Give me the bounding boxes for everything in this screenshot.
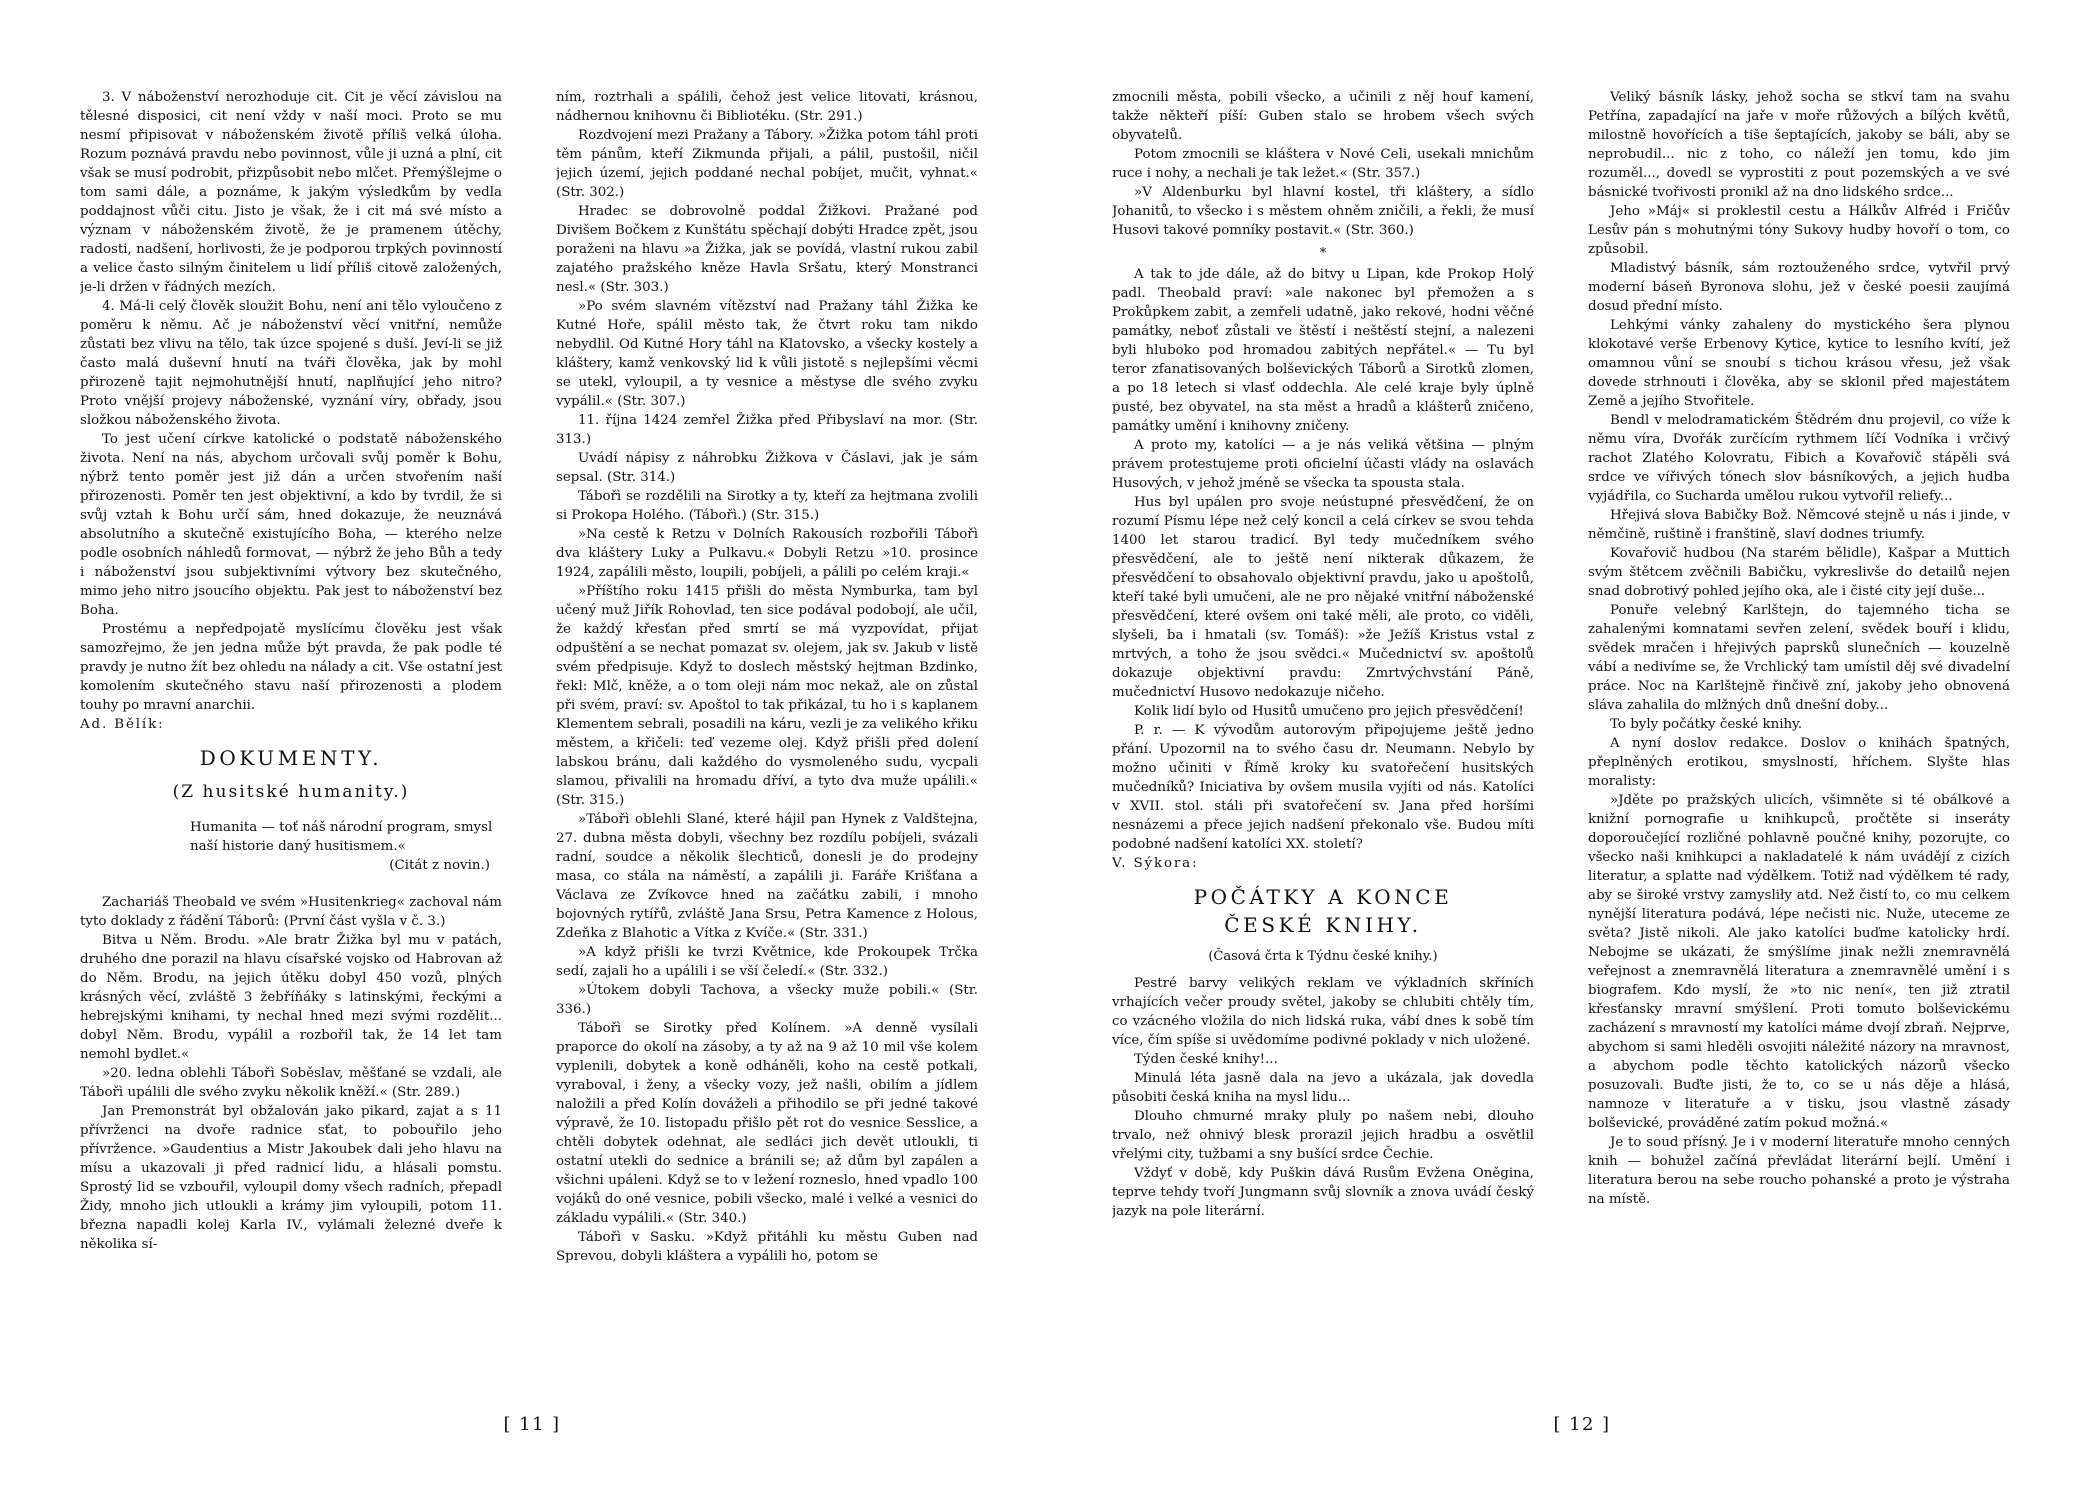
paragraph: ním, roztrhali a spálili, čehož jest velice litovati, krásnou, nádhernou knihovnu či Bibliotéku. (Str. 291.) (556, 90, 978, 124)
right-page-column-2 (1588, 88, 2010, 1428)
article-title-line-2: ČESKÉ KNIHY. (1224, 913, 1422, 937)
paragraph: »Po svém slavném vítězství nad Pražany táhl Žižka ke Kutné Hoře, spálil město tak, že čtvrt roku tam nikdo nebydlil. Od Kutné Hory táhl na Klatovsko, a všecky kostely a kláštery, kamž venkovský lid k vůli jistotě s nejlepšími věcmi se utekl, vyloupil, a ty vesnice a městyse dle svého zvyku vypálil.« (Str. 307.) (556, 299, 978, 409)
motto-citation: (Citát z novin.) (389, 858, 490, 873)
motto-text: Humanita — toť náš národní program, smysl naší historie daný husitismem.« (190, 820, 493, 854)
paragraph: »Jděte po pražských ulicích, všimněte si té obálkové a knižní pornografie u knihkupců, pročtěte si inseráty doporoučející rozličné pohlavně poučné knihy, pozorujte, co všecko naši knihkupci a nakladatelé k nám uvádějí z cizích literatur, a splatte nad výdělkem. Totiž nad výdělkem té rady, aby se široké vrstvy zamysliły atd. Než čistí to, co mu celkem nynější literatura podává, lépe nečisti nic. Nuže, uteceme ze světa? Jistě nikoli. Ale jako katolíci buďme katolicky hrdí. Nebojme se ukázati, že smýšlíme jinak nežli znemravnělá veřejnost a znemravnělá literatura a znemravnělé umění i s biografem. Kdo myslí, že »to nic není«, ten již ztratil křesťansky mravní smýšlení. Proti tomuto bolševickému zacházení s mravností my katolíci máme dvojí zbraň. Nejprve, abychom si sami hleděli osvojiti náležité názory na mravnost, a abychom podle těchto katolických názorů všecko posuzovali. Buďte jisti, že to, co se u nás děje a hlásá, namnoze v literatuře a v tisku, jsou vlastně zásady bolševické, prováděné zatím pokud možná.« (1588, 793, 2010, 1131)
paragraph: Zachariáš Theobald ve svém »Husitenkrieg« zachoval nám tyto doklady z řádění Táborů: (První část vyšla v č. 3.) (80, 895, 502, 929)
paragraph: 11. října 1424 zemřel Žižka před Přibyslaví na mor. (Str. 313.) (556, 413, 978, 447)
paragraph: Bendl v melodramatickém Štědrém dnu projevil, co víže k němu víra, Dvořák zurčícím rythmem líčí Vodníka i vrčivý rachot Zlatého Kolovratu, Fibich a Kovařovič stápěli svá srdce ve vířivých tónech slov básníkových, a jejich hudba vyjádřila, co Sucharda umělou rukou vytvořil reliefy... (1588, 413, 2010, 504)
paragraph: 4. Má-li celý člověk sloužit Bohu, není ani tělo vyloučeno z poměru k němu. Ač je náboženství věcí vnitřní, nemůže zůstati bez vlivu na tělo, tak úzce spojené s duší. Jeví-li se již často malá duševní hnutí na tváři člověka, jak by mohl přirozeně tajit nejmohutnější hnutí, naplňující jeho nitro? Proto vnější projevy náboženské, vyznání víry, obřady, jsou složkou náboženského života. (80, 299, 502, 428)
paragraph: Minulá léta jasně dala na jevo a ukázala, jak dovedla působiti česká kniha na mysl lidu... (1112, 1071, 1534, 1105)
page-number-right: [ 12 ] (1553, 1414, 1611, 1435)
paragraph: Hus byl upálen pro svoje neústupné přesvědčení, že on rozumí Písmu lépe než celý koncil a celá církev se svou tehda 1400 let starou tradicí. Byl tedy mučedníkem svého přesvědčení, ale to ještě není nikterak důkazem, že přesvědčení to obsahovalo objektivní pravdu, jako u apoštolů, kteří také byli umučeni, ale ne pro nějaké vnitřní náboženské přesvědčení, které ovšem oni také měli, ale proto, co viděli, slyšeli, ba i hmatali (sv. Tomáš): »že Ježíš Kristus vstal z mrtvých, a toho že jsou svědci.« Mučednictví sv. apoštolů dokazuje objektivní pravdu: Zmrtvýchvstání Páně, mučednictví Husovo nedokazuje ničeho. (1112, 495, 1534, 700)
paragraph: Kolik lidí bylo od Husitů umučeno pro jejich přesvědčení! (1134, 704, 1524, 719)
paragraph: To byly počátky české knihy. (1610, 717, 1803, 732)
paragraph: Tábořì se Sirotky před Kolínem. »A denně vysílali praporce do okolí na zásoby, a ty až na 9 až 10 mil vše kolem vyplenili, dobytek a koně odháněli, koho na cestě potkali, vyraboval, i ženy, a všecky vozy, jež našli, obilím a jídlem naložili a před Kolín dováželi a přihodilo se při jedné takové výpravě, že 10. listopadu přišlo pět rot do vesnice Sesslice, a chtěli dobytek odehnat, ale sedláci jich devět utloukli, ti ostatní utekli do sednice a bránili se; až dům byl zapálen a všichni upáleni. Když se to v ležení rozneslo, hned vpadlo 100 vojáků do oné vesnice, pobili všecko, malé i velké a vesnici do základu vypálili.« (Str. 340.) (556, 1021, 978, 1226)
paragraph: A nyní doslov redakce. Doslov o knihách špatných, přeplněných erotikou, smyslností, hříchem. Slyšte hlas moralisty: (1588, 736, 2010, 789)
paragraph: Bitva u Něm. Brodu. »Ale bratr Žižka byl mu v patách, druhého dne porazil na hlavu císařské vojsko od Habrovan až do Něm. Brodu, na jejich útěku dobyl 450 vozů, plných krásných věcí, zvláště 3 žebříňáky s latinskými, řeckými a hebrejskými knihami, ty nechal hned mezi svými rozdělit... dobyl Něm. Brodu, vypálil a rozbořil tak, že 14 let tam nemohl bydlet.« (80, 933, 502, 1062)
paragraph: A tak to jde dále, až do bitvy u Lipan, kde Prokop Holý padl. Theobald praví: »ale nakonec byl přemožen a s Prokůpkem zabit, a zemřeli udatně, jako rekové, hodni věčné památky, neboť zůstali ve štěstí i neštěstí stejní, a nalezeni byli hluboko pod hromadou zabitých nepřátel.« — Tu byl teror zfanatisovaných bolševických Táborů a Sirotků zlomen, a po 18 letech si vlasť oddechla. Ale celé kraje byly úplně pusté, bez obyvatel, na sta měst a hradů a klášterů zničeno, památky umění i knihovny zničeny. (1112, 267, 1534, 434)
paragraph: Tábořì v Sasku. »Když přitáhli ku městu Guben nad Sprevou, dobyli kláštera a vypálili ho, potom se (556, 1230, 978, 1264)
paragraph: Mladistvý básník, sám roztouženého srdce, vytvřil prvý moderní báseň Byronova slohu, jež v české poesii zaujímá dosud přední místo. (1588, 261, 2010, 314)
article-author: Ad. Bělík: (80, 717, 165, 732)
paragraph: »Útokem dobyli Tachova, a všecky muže pobili.« (Str. 336.) (556, 983, 978, 1017)
paragraph: Potom zmocnili se kláštera v Nové Celi, usekali mnichům ruce i nohy, a nechali je tak ležet.« (Str. 357.) (1112, 147, 1534, 181)
paragraph: Kovařovič hudbou (Na starém bělidle), Kašpar a Muttich svým štětcem zvěčnili Babičku, vykreslivše do detailů nejen snad dobrotivý pohled jejího oka, ale i čisté city její duše... (1588, 546, 2010, 599)
section-divider: * (1319, 246, 1327, 261)
paragraph: Veliký básník lásky, jehož socha se stkví tam na svahu Petřína, zapadající na jaře v moře růžových a bílých květů, milostně hovořících a tiše šeptajících, jakoby se báli, aby se neprobudil... nic z toho, co náleží jen tomu, kdo jim rozuměl..., dovedl se vyprostiti z pout pozemských a ve své básnické tvořivosti pronikl až na dno lidského srdce... (1588, 90, 2010, 200)
paragraph: P. r. — K vývodům autorovým připojujeme ještě jedno přání. Upozornil na to svého času dr. Neumann. Nebylo by možno učiniti v Římě kroky ku svatořečení husitských mučedníků? Iniciativa by ovšem musila vyjíti od nás. Katolíci v XVII. stol. stáli při svatořečení sv. Jana před horšími nesnázemi a přece jejich nadšení překonalo vše. Budou míti podobné nadšení katolíci XX. století? (1112, 723, 1534, 852)
page-number-left: [ 11 ] (503, 1414, 561, 1435)
paragraph: To jest učení církve katolické o podstatě náboženského života. Není na nás, abychom určovali svůj poměr k Bohu, nýbrž tento poměr jest již dán a určen stvořením naší přirozenosti. Poměr ten jest objektivní, a kdo by tvrdil, že si svůj vztah k Bohu určí sám, hned dokazuje, že neuznává absolutního a skutečně existujícího Boha, — kterého nelze podle osobních náhledů formovat, — nýbrž že jeho Bůh a tedy i náboženství jsou subjektivními výtvory bez skutečného, mimo jeho nitro jsoucího objektu. Pak jest to náboženství bez Boha. (80, 432, 502, 618)
article-subtitle: (Časová črta k Týdnu české knihy.) (1208, 949, 1438, 964)
article-subtitle: (Z husitské humanity.) (172, 782, 410, 802)
paragraph: Uvádí nápisy z náhrobku Žižkova v Čáslavi, jak je sám sepsal. (Str. 314.) (556, 451, 978, 485)
paragraph: Vždyť v době, kdy Puškin dává Rusům Evžena Oněgina, teprve tehdy tvoří Jungmann svůj slovník a znova uvádí český jazyk na pole literární. (1112, 1166, 1534, 1219)
paragraph: Jeho »Máj« si proklestil cestu a Hálkův Alfréd i Fričův Lesův pán s mohutnými tóny Sukovy hudby hovoří o tom, co způsobil. (1588, 204, 2010, 257)
paragraph: Jan Premonstrát byl obžalován jako pikard, zajat a s 11 přívrženci na dvoře radnice sťat, to pobouřilo jeho přívržence. »Gaudentius a Mistr Jakoubek dali jeho hlavu na mísu a ukazovali ji před radnicí lidu, a hlásali pomstu. Sprostý lid se vzbouřil, vyloupil domy všech radních, přepadl Židy, mnoho jich utloukli a krámy jim vyloupili, potom 11. března napadli kolej Karla IV., vylámali železné dveře k několika sí- (80, 1104, 502, 1252)
paragraph: »V Aldenburku byl hlavní kostel, tři kláštery, a sídlo Johanitů, to všecko i s městem ohněm zničili, a řekli, že musí Husovi takové pomníky postavit.« (Str. 360.) (1112, 185, 1534, 238)
left-page (80, 88, 990, 1448)
left-page-column-2 (556, 88, 978, 1428)
article-author: V. Sýkora: (1112, 856, 1199, 871)
paragraph: Lehkými vánky zahaleny do mystického šera plynou klokotavé verše Erbenovy Kytice, kytice to lesního kvítí, jež omamnou vůní se snoubí s tichou krásou vřesu, jež však dovede strhnouti i člověka, aby se sklonil před majestátem Země a jejího Stvořitele. (1588, 318, 2010, 409)
paragraph: Dlouho chmurné mraky pluly po našem nebi, dlouho trvalo, než ohnivý blesk prorazil jejich hradbu a osvětlil vřelými city, tužbami a sny bušící srdce Čechie. (1112, 1109, 1534, 1162)
paragraph: Pestré barvy velikých reklam ve výkladních skříních vrhajících večer proudy světel, jakoby se chlubiti chtěly tím, co vzácného vložila do nich lidská ruka, vábí dnes k sobě tím více, čím spíše si uvědomíme podivné poklady v nich uložené. (1112, 976, 1534, 1048)
paragraph: Hradec se dobrovolně poddal Žižkovi. Pražané pod Divišem Bočkem z Kunštátu spěchají dobýti Hradce zpět, jsou poraženi na hlavu »a Žižka, jak se povídá, vlastní rukou zabil zajatého pražského kněze Havla Sršatu, který Monstranci nesl.« (Str. 303.) (556, 204, 978, 295)
right-page-column-1 (1112, 88, 1534, 1428)
paragraph: »Tábořì oblehli Slané, které hájil pan Hynek z Valdštejna, 27. dubna města dobyli, všechny bez rozdílu pobíjeli, svázali radní, soudce a několik šlechticů, donesli je do prodejny masa, co stála na náměstí, a zapálili ji. Faráře Krišťana a Václava ze Zvíkovce hned na začátku zabili, i mnoho bojovných rytířů, zvláště Jana Srsu, Petra Kamence z Holous, Zdeňka z Blahotic a Vítka z Kvíče.« (Str. 331.) (556, 812, 978, 941)
paragraph: Tábořì se rozdělili na Sirotky a ty, kteří za hejtmana zvolili si Prokopa Holého. (Tábořì.) (Str. 315.) (556, 489, 978, 523)
left-page-column-1 (80, 88, 502, 1428)
paragraph: Ponuře velebný Karlštejn, do tajemného ticha se zahalenými komnatami sevřen zelení, svědek bouří i klidu, svědek mračen i hřejivých paprsků slunečních — kouzelně vábí a nedivíme se, že Vrchlický tam umístil děj své divadelní práce. Noc na Karlštejně řinčivě zní, jakoby jeho obnovená sláva zahalila do mlžných dnů dnešní doby... (1588, 603, 2010, 713)
paragraph: Rozdvojení mezi Pražany a Tábory. »Žižka potom táhl proti těm pánům, kteří Zikmunda přijali, a pálil, pustošil, ničil jejich území, jejich poddané nechal pobíjet, mučit, vyhnat.« (Str. 302.) (556, 128, 978, 200)
paragraph: »Na cestě k Retzu v Dolních Rakousích rozbořili Tábořì dva kláštery Luky a Pulkavu.« Dobyli Retzu »10. prosince 1924, zapálili město, loupili, pobíjeli, a pálili po celém kraji.« (556, 527, 978, 580)
article-title: DOKUMENTY. (199, 746, 383, 770)
paragraph: »Příštího roku 1415 přišli do města Nymburka, tam byl učený muž Jiřík Rohovlad, ten sice podával podobojí, ale učil, že každý křesťan před smrtí se má vyzpovídat, přijat odpuštění a se nechat pomazat sv. olejem, jak sv. Jakub v listě svém předpisuje. Když to doslech městský hejtman Bzdinko, řekl: Mlč, kněže, a o tom oleji nám moc nekaž, ale on zůstal při svém, praví: sv. Apoštol to tak přikázal, tu ho i s kaplanem Klementem sebrali, posadili na káru, vezli je za velikého křiku městem, a křičeli: teď vezeme olej. Když přišli před dolení labskou bránu, dali každého do vysmoleného sudu, vycpali slamou, přivalili na hromadu dříví, a tyto dva muže upálili.« (Str. 315.) (556, 584, 978, 808)
article-motto (190, 818, 502, 875)
paragraph: A proto my, katolíci — a je nás veliká většina — plným právem protestujeme proti oficielní účasti vlády na oslavách Husových, v jehož jméně se všecka ta spousta stala. (1112, 438, 1534, 491)
paragraph: zmocnili města, pobili všecko, a učinili z něj houf kamení, takže někteří píší: Guben stalo se hrobem všech svých obyvatelů. (1112, 90, 1534, 143)
paragraph: Prostému a nepředpojatě myslícímu člověku jest však samozřejmo, že jen jedna může být pravda, že pak podle té pravdy je nutno žít bez ohledu na nálady a cit. Vše ostatní jest komolením skutečného stavu naší přirozenosti a plodem touhy po mravní anarchii. (80, 622, 502, 713)
paragraph: 3. V náboženství nerozhoduje cit. Cit je věcí závislou na tělesné disposici, cit není vždy v naší moci. Proto se mu nesmí připisovat v náboženském životě příliš velká úloha. Rozum poznává pravdu nebo povinnost, vůle ji uzná a plní, cit však se musí podrobit, přizpůsobit nebo mlčet. Přemýšlejme o tom sami dále, a poznáme, k jakým výsledkům by vedla poddajnost vůči citu. Jisto je však, že i cit má své místo a význam v náboženském životě, že je pramenem útěchy, radosti, nadšení, horlivosti, že je podporou trpkých povinností a velice často silným činitelem u lidí příliš citově založených, je-li držen v řádných mezích. (80, 90, 502, 295)
paragraph: Hřejivá slova Babičky Bož. Němcové stejně u nás i jinde, v němčině, ruštině i franštině, slaví dodnes triumfy. (1588, 508, 2010, 542)
paragraph: »A když přišli ke tvrzi Květnice, kde Prokoupek Trčka sedí, zajali ho a upálili i se vší čeledí.« (Str. 332.) (556, 945, 978, 979)
paragraph: Týden české knihy!... (1134, 1052, 1278, 1067)
right-page (1112, 88, 2024, 1448)
paragraph: »20. ledna oblehli Tábořì Soběslav, měšťané se vzdali, ale Tábořì upálili dle svého zvyku několik kněží.« (Str. 289.) (80, 1066, 502, 1100)
paragraph: Je to soud přísný. Je i v moderní literatuře mnoho cenných knih — bohužel začíná převládat literární bejlí. Umění i literatura berou na sebe roucho pohanské a proto je výstraha na místě. (1588, 1135, 2010, 1207)
article-title-line-1: POČÁTKY A KONCE (1193, 885, 1453, 909)
